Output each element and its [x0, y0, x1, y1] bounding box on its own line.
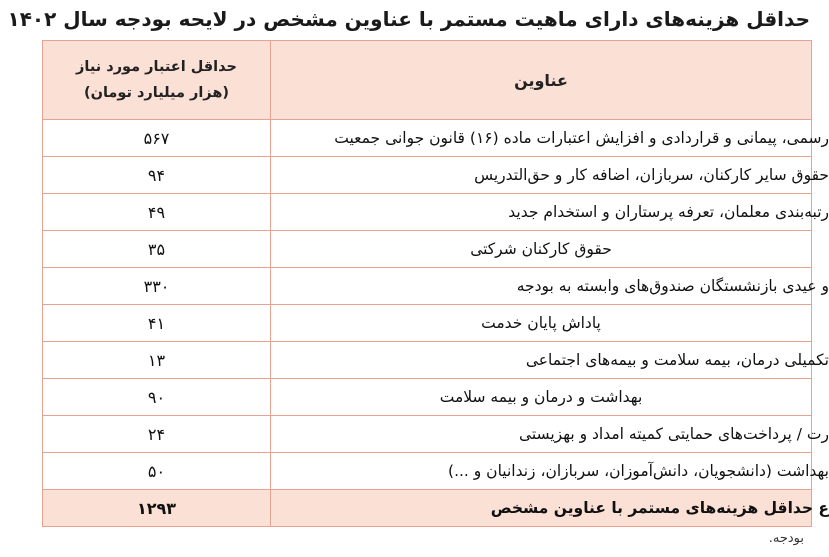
row-label: بهداشت (دانشجویان، دانش‌آموزان، سربازان، زندانیان و ...)	[271, 453, 812, 490]
row-label: پاداش پایان خدمت	[271, 305, 812, 342]
table-total-row	[43, 490, 812, 527]
source-note	[0, 525, 804, 553]
table-row	[43, 342, 812, 379]
row-value: ۳۳۰	[43, 268, 271, 305]
row-value: ۲۴	[43, 416, 271, 453]
table-row	[43, 305, 812, 342]
source-note-text: بودجه.	[768, 531, 804, 546]
table-row	[43, 379, 812, 416]
row-label: و عیدی بازنشستگان صندوق‌های وابسته به بودجه	[271, 268, 812, 305]
row-value: ۵۶۷	[43, 120, 271, 157]
header-value-line2: (هزار میلیارد تومان)	[83, 85, 230, 101]
row-value: ۹۴	[43, 157, 271, 194]
total-label: ع حداقل هزینه‌های مستمر با عناوین مشخص	[271, 490, 812, 527]
row-value: ۱۳	[43, 342, 271, 379]
table-row	[43, 268, 812, 305]
table-row	[43, 120, 812, 157]
row-value: ۳۵	[43, 231, 271, 268]
header-value-line1: حداقل اعتبار مورد نیاز	[76, 59, 237, 75]
row-value: ۵۰	[43, 453, 271, 490]
row-label: تکمیلی درمان، بیمه سلامت و بیمه‌های اجتماعی	[271, 342, 812, 379]
table-title	[0, 2, 810, 36]
table-row	[43, 453, 812, 490]
row-value: ۹۰	[43, 379, 271, 416]
row-label: حقوق سایر کارکنان، سربازان، اضافه کار و حق‌التدریس	[271, 157, 812, 194]
header-value-cell	[43, 41, 271, 120]
header-title-cell: عناوین	[271, 41, 812, 120]
table-row	[43, 157, 812, 194]
table-row	[43, 231, 812, 268]
row-label: حقوق کارکنان شرکتی	[271, 231, 812, 268]
row-value: ۴۱	[43, 305, 271, 342]
budget-table	[42, 40, 829, 527]
row-label: رسمی، پیمانی و قراردادی و افزایش اعتبارات ماده (۱۶) قانون جوانی جمعیت	[271, 120, 812, 157]
total-value: ۱۲۹۳	[43, 490, 271, 527]
table-header-row	[43, 41, 812, 120]
table-title-text: حداقل هزینه‌های دارای ماهیت مستمر با عناوین مشخص در لایحه بودجه سال ۱۴۰۲	[7, 7, 810, 31]
row-label: بهداشت و درمان و بیمه سلامت	[271, 379, 812, 416]
row-label: رت / پرداخت‌های حمایتی کمیته امداد و بهزیستی	[271, 416, 812, 453]
table-row	[43, 416, 812, 453]
row-label: رتبه‌بندی معلمان، تعرفه پرستاران و استخدام جدید	[271, 194, 812, 231]
row-value: ۴۹	[43, 194, 271, 231]
table-row	[43, 194, 812, 231]
